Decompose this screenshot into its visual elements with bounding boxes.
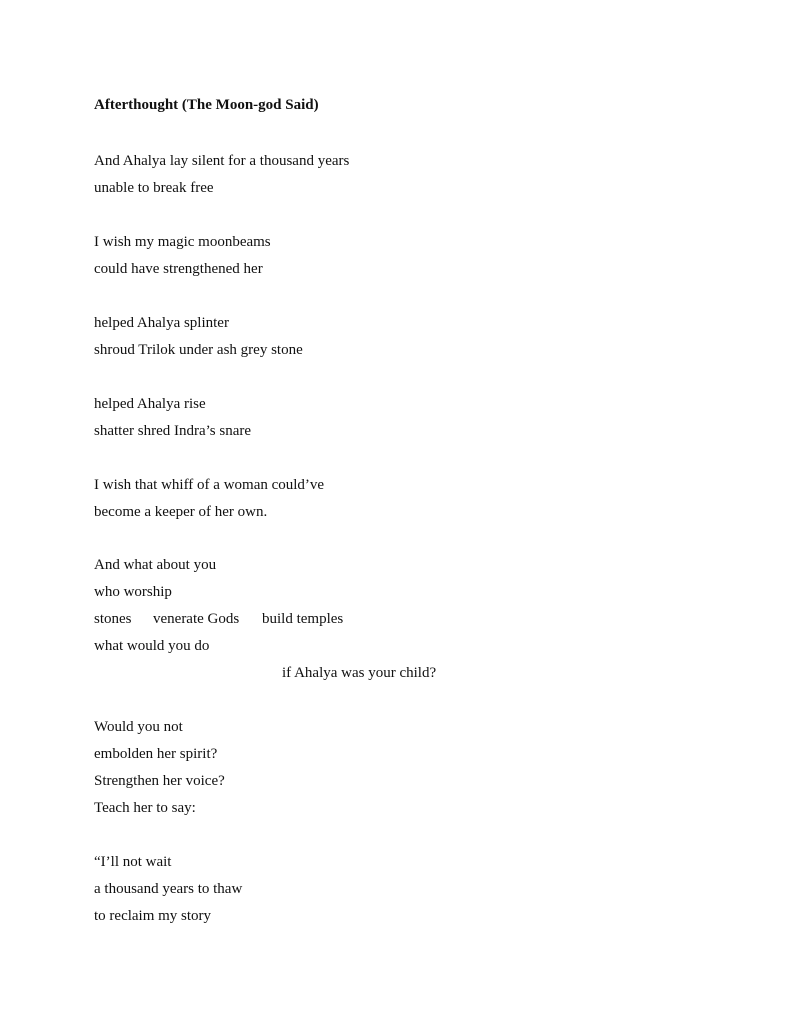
poem-line: embolden her spirit? [94, 746, 218, 762]
poem-line: could have strengthened her [94, 261, 263, 277]
poem-line: unable to break free [94, 180, 214, 196]
poem-line: Would you not [94, 719, 183, 735]
poem-line: shroud Trilok under ash grey stone [94, 342, 303, 358]
poem-line: Teach her to say: [94, 800, 196, 816]
poem-phrase: build temples [262, 611, 344, 627]
poem-line-spaced [94, 610, 132, 628]
poem-line: shatter shred Indra’s snare [94, 423, 252, 439]
poem-line: And what about you [94, 557, 217, 573]
poem-title: Afterthought (The Moon-god Said) [94, 97, 319, 113]
poem-line: become a keeper of her own. [94, 504, 268, 520]
poem-line: Strengthen her voice? [94, 773, 225, 789]
poem-line: what would you do [94, 638, 210, 654]
poem-line: a thousand years to thaw [94, 881, 243, 897]
poem-line: I wish that whiff of a woman could’ve [94, 477, 325, 493]
poem-line: who worship [94, 584, 172, 600]
poem-phrase: stones [94, 611, 132, 627]
poem-line-indented: if Ahalya was your child? [282, 665, 437, 681]
poem-line: helped Ahalya rise [94, 396, 206, 412]
poem-line: helped Ahalya splinter [94, 315, 229, 331]
poem-line: I wish my magic moonbeams [94, 234, 271, 250]
poem-line: to reclaim my story [94, 908, 212, 924]
poem-line: “I’ll not wait [94, 854, 172, 870]
poem-line: And Ahalya lay silent for a thousand years [94, 153, 350, 169]
poem-phrase: venerate Gods [153, 611, 240, 627]
